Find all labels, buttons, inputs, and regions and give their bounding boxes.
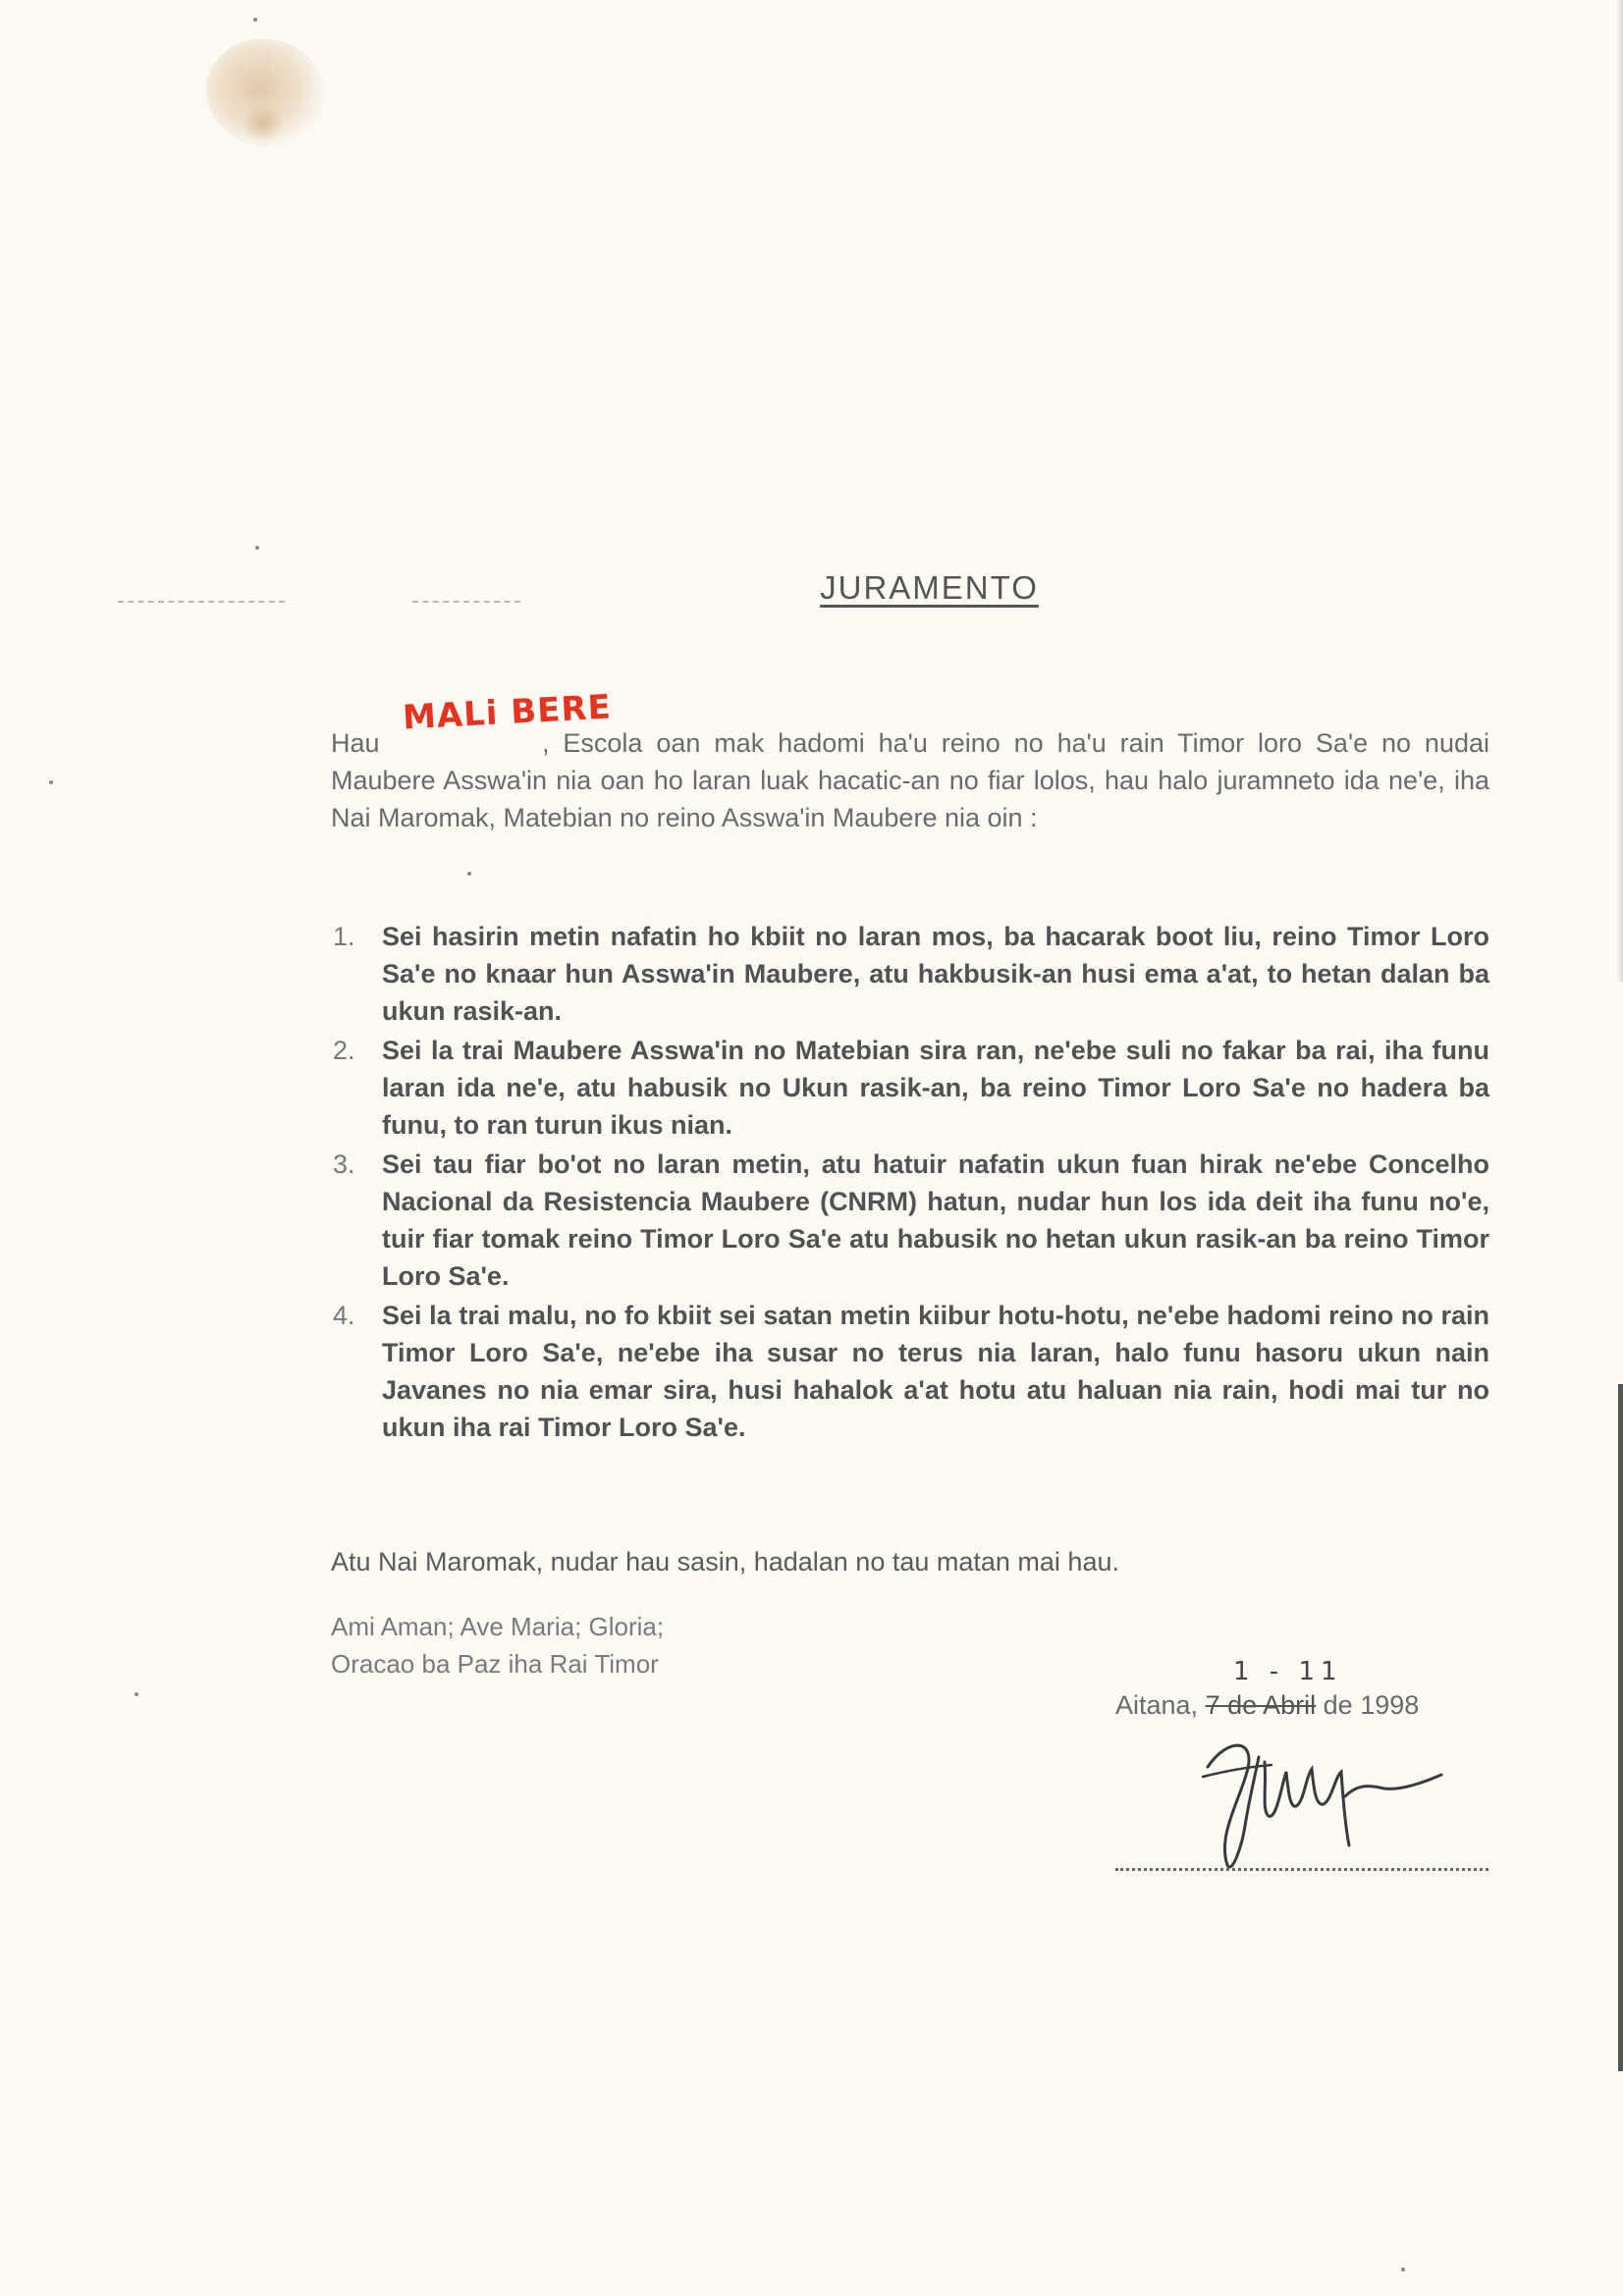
page-edge-mark	[1618, 1384, 1623, 2071]
prayer-line: Ami Aman; Ave Maria; Gloria;	[331, 1612, 665, 1641]
scan-speck	[253, 18, 257, 22]
document-title: JURAMENTO	[820, 569, 1039, 606]
place-name: Aitana,	[1115, 1690, 1199, 1720]
oath-text: Sei la trai Maubere Asswa'in no Matebian sira ran, ne'ebe suli no fakar ba rai, iha funu laran ida ne'e, atu habusik no Ukun rasik-an, ba reino Timor Loro Sa'e no hadera ba funu, to ran turun ikus nian.	[382, 1036, 1489, 1140]
oath-text: Sei tau fiar bo'ot no laran metin, atu hatuir nafatin ukun fuan hirak ne'ebe Concelho Nacional da Resistencia Maubere (CNRM) hatun, nudar hun los ida deit iha funu no'e, tuir fiar tomak reino Timor Loro Sa'e atu habusik no hetan ukun rasik-an ba reino Timor Loro Sa'e.	[382, 1149, 1489, 1291]
oath-item	[331, 918, 1489, 1030]
scan-speck	[255, 546, 259, 550]
handwritten-date-correction: 1 - 11	[1233, 1657, 1343, 1686]
signature-line	[1115, 1868, 1488, 1871]
oath-text: Sei la trai malu, no fo kbiit sei satan metin kiibur hotu-hotu, ne'ebe hadomi reino no rain Timor Loro Sa'e, ne'ebe iha susar no terus nia laran, halo funu hasoru ukun nain Javanes no nia emar sira, husi hahalok a'at hotu atu haluan nia rain, hodi mai tur no ukun iha rai Timor Loro Sa'e.	[382, 1301, 1489, 1442]
intro-lead: Hau	[331, 728, 380, 758]
prayers-block	[331, 1608, 664, 1682]
oath-item	[331, 1146, 1489, 1295]
struck-date: 7 de Abril	[1205, 1690, 1317, 1720]
oath-list	[331, 918, 1489, 1448]
scan-speck	[467, 872, 471, 876]
scan-speck	[1401, 2268, 1405, 2271]
oath-number: 1.	[333, 922, 355, 951]
handwritten-name: MALi BERE	[402, 687, 613, 738]
oath-text: Sei hasirin metin nafatin ho kbiit no laran mos, ba hacarak boot liu, reino Timor Loro Sa'e no knaar hun Asswa'in Maubere, atu hakbusik-an husi ema a'at, to hetan dalan ba ukun rasik-an.	[382, 922, 1489, 1026]
oath-item	[331, 1297, 1489, 1446]
closing-line: Atu Nai Maromak, nudar hau sasin, hadalan no tau matan mai hau.	[331, 1547, 1119, 1576]
intro-text: , Escola oan mak hadomi ha'u reino no ha'u rain Timor loro Sa'e no nudai Maubere Asswa'in nia oan ho laran luak hacatic-an no fiar lolos, hau halo juramneto ida ne'e, iha Nai Maromak, Matebian no reino Asswa'in Maubere nia oin :	[331, 728, 1489, 832]
oath-number: 4.	[333, 1301, 355, 1330]
oath-number: 3.	[333, 1149, 355, 1179]
scan-speck	[49, 780, 53, 784]
place-and-date	[1115, 1690, 1419, 1721]
intro-paragraph	[331, 724, 1489, 836]
oath-item	[331, 1032, 1489, 1144]
prayer-line: Oracao ba Paz iha Rai Timor	[331, 1649, 659, 1679]
signature	[1188, 1718, 1453, 1875]
date-year: de 1998	[1316, 1690, 1420, 1720]
coffee-stain-drop	[243, 106, 283, 141]
page-edge-shadow	[1617, 0, 1623, 982]
oath-number: 2.	[333, 1036, 355, 1065]
scan-speck	[135, 1692, 138, 1696]
